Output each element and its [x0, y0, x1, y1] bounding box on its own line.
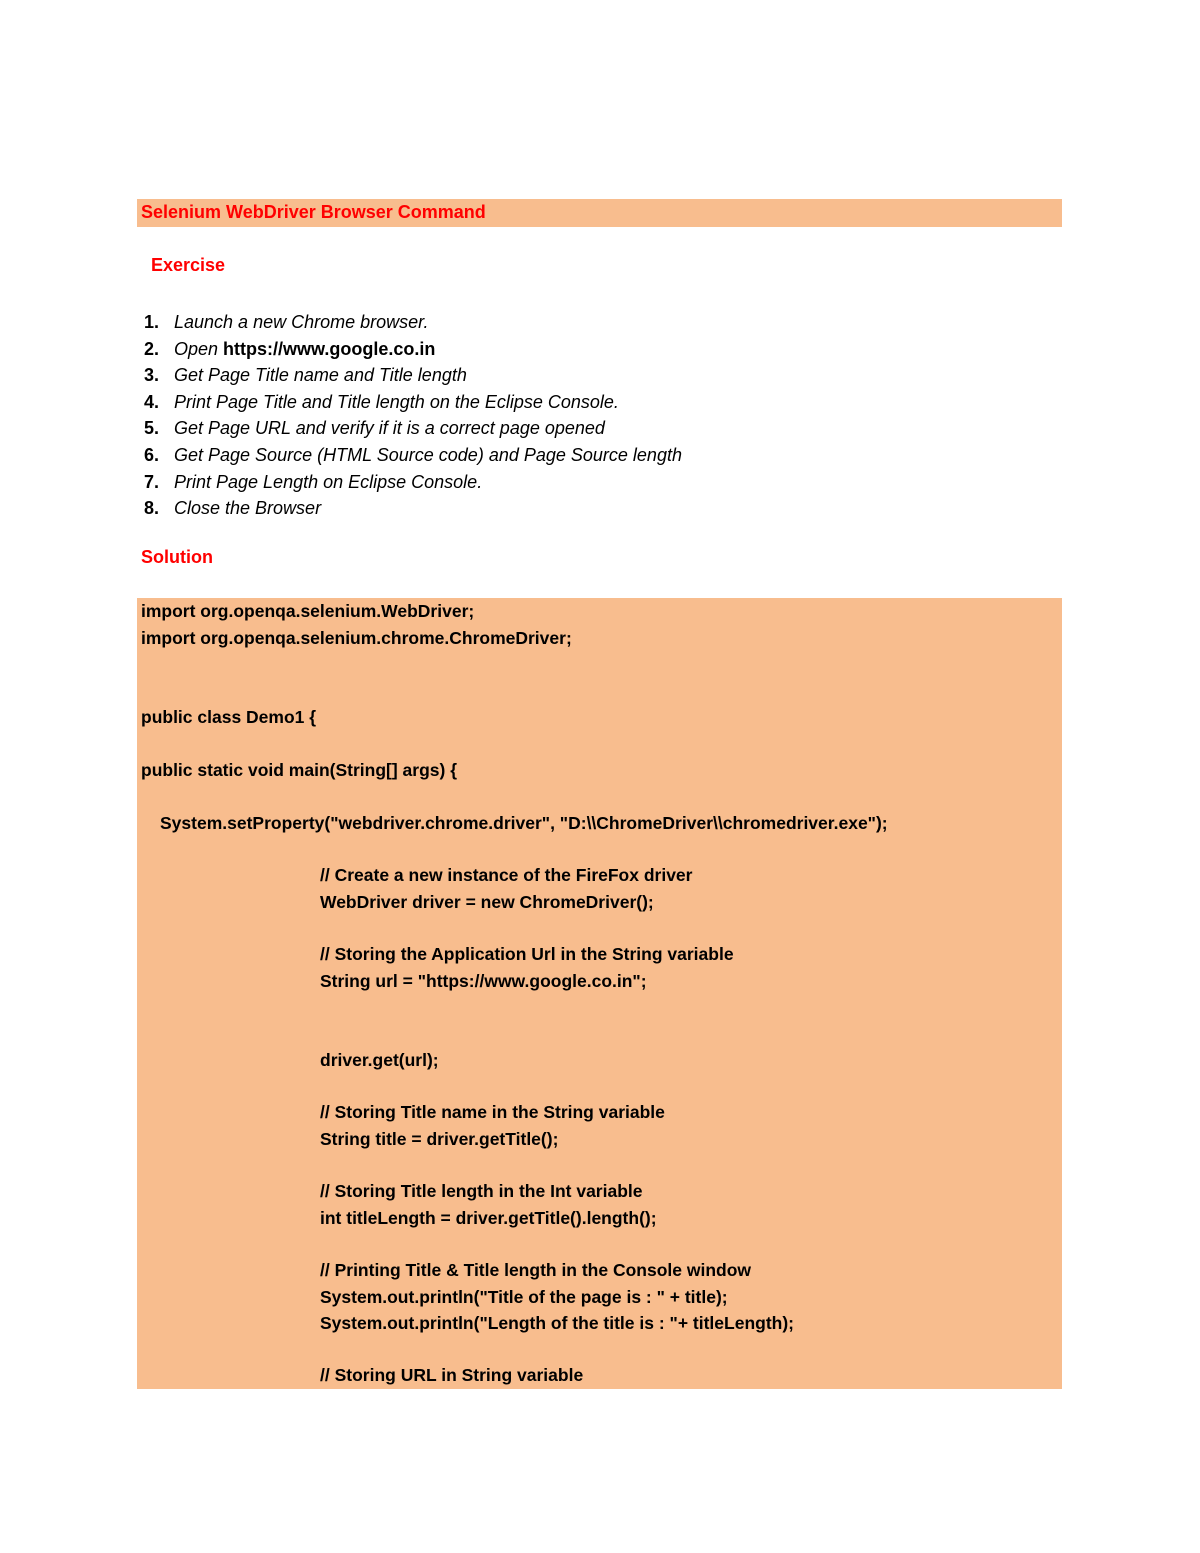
- list-item-number: 5.: [143, 418, 159, 439]
- page-title-bar: [137, 199, 1062, 227]
- code-line: // Create a new instance of the FireFox driver: [320, 865, 693, 885]
- list-item-text: Print Page Length on Eclipse Console.: [174, 471, 483, 492]
- code-line: String url = "https://www.google.co.in";: [320, 971, 647, 991]
- code-line: driver.get(url);: [320, 1050, 439, 1070]
- list-item-number: 1.: [143, 312, 159, 332]
- code-line: System.setProperty("webdriver.chrome.driver", "D:\\ChromeDriver\\chromedriver.exe");: [160, 813, 888, 833]
- code-line: int titleLength = driver.getTitle().length();: [320, 1208, 657, 1228]
- list-item: [118, 336, 682, 363]
- code-line: System.out.println("Title of the page is : " + title);: [320, 1287, 728, 1307]
- list-item-text: Close the Browser: [174, 498, 322, 519]
- list-item-number: 3.: [143, 365, 159, 386]
- list-item: [118, 415, 682, 442]
- page-title: Selenium WebDriver Browser Command: [141, 202, 486, 222]
- list-item: [118, 442, 682, 469]
- task-list: [118, 309, 682, 522]
- list-item: [118, 389, 682, 416]
- list-item-url: https://www.google.co.in: [223, 338, 436, 359]
- list-item: [118, 495, 682, 522]
- code-line: // Printing Title & Title length in the Console window: [320, 1260, 752, 1280]
- list-item: [118, 362, 682, 389]
- list-item: [118, 469, 682, 496]
- list-item-text: Get Page URL and verify if it is a correct page opened: [174, 418, 605, 439]
- list-item-number: 4.: [143, 391, 159, 412]
- code-line: String title = driver.getTitle();: [320, 1129, 559, 1149]
- exercise-heading: Exercise: [151, 255, 226, 275]
- code-line: // Storing Title length in the Int variable: [320, 1181, 643, 1201]
- code-line: // Storing the Application Url in the String variable: [320, 944, 734, 964]
- list-item-text: Print Page Title and Title length on the Eclipse Console.: [174, 391, 619, 412]
- code-line: // Storing Title name in the String variable: [320, 1102, 665, 1122]
- code-line: import org.openqa.selenium.WebDriver;: [141, 601, 475, 621]
- list-item-text: Get Page Source (HTML Source code) and Page Source length: [174, 444, 682, 465]
- code-line: import org.openqa.selenium.chrome.ChromeDriver;: [141, 628, 572, 648]
- code-block: [137, 598, 1062, 1389]
- code-line: public class Demo1 {: [141, 707, 317, 727]
- solution-heading: Solution: [141, 547, 213, 567]
- list-item-text: Launch a new Chrome browser.: [174, 312, 429, 332]
- list-item-text: Get Page Title name and Title length: [174, 365, 467, 386]
- code-line: WebDriver driver = new ChromeDriver();: [320, 892, 654, 912]
- list-item-number: 7.: [143, 471, 159, 492]
- list-item-text: Open: [174, 338, 224, 359]
- list-item-number: 6.: [143, 444, 159, 465]
- list-item-number: 8.: [143, 498, 159, 519]
- code-line: public static void main(String[] args) {: [141, 760, 458, 780]
- code-line: System.out.println("Length of the title is : "+ titleLength);: [320, 1313, 795, 1333]
- code-line: // Storing URL in String variable: [320, 1365, 584, 1385]
- list-item-number: 2.: [143, 338, 159, 359]
- list-item: [118, 309, 682, 336]
